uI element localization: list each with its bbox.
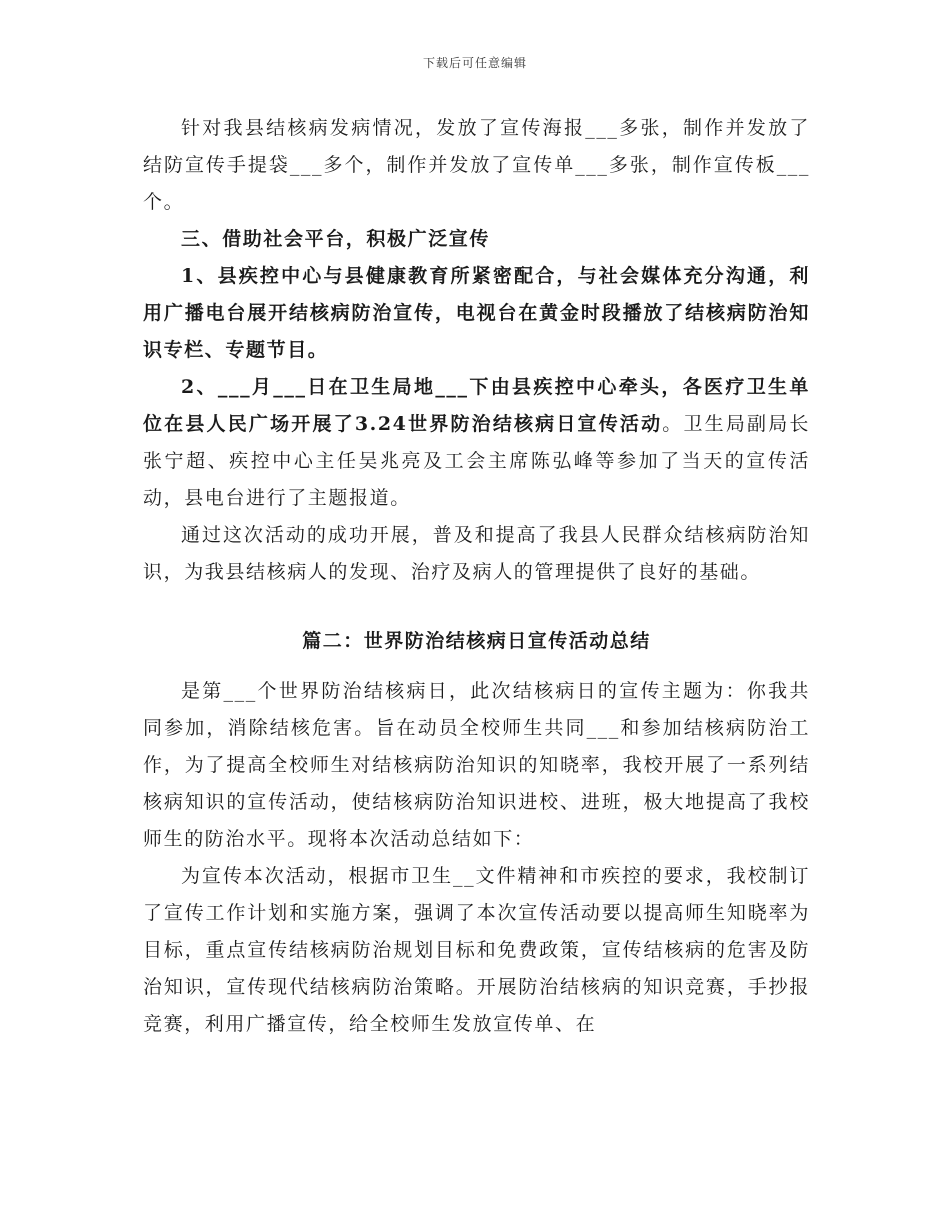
paragraph-item-2-rest: 。卫生局副局长张宁超、疾控中心主任吴兆亮及工会主席陈弘峰等参加了当天的宣传活动，县电台进行了主题报道。 (143, 413, 810, 509)
section-heading-3: 三、借助社会平台，积极广泛宣传 (181, 228, 491, 250)
paragraph-item-2 (143, 369, 810, 517)
article-title-2: 篇二：世界防治结核病日宣传活动总结 (302, 630, 651, 652)
document-body (143, 110, 810, 1043)
paragraph-posters: 针对我县结核病发病情况，发放了宣传海报___多张，制作并发放了结防宣传手提袋___多个，制作并发放了宣传单___多张，制作宣传板___个。 (143, 117, 810, 213)
paragraph-item-2-bold: 2、___月___日在卫生局地___下由县疾控中心牵头，各医疗卫生单位在县人民广场开展了3.24世界防治结核病日宣传活动 (143, 376, 810, 435)
paragraph-intro: 是第___个世界防治结核病日，此次结核病日的宣传主题为：你我共同参加，消除结核危害。旨在动员全校师生共同___和参加结核病防治工作，为了提高全校师生对结核病防治知识的知晓率，我校开展了一系列结核病知识的宣传活动，使结核病防治知识进校、进班，极大地提高了我校师生的防治水平。现将本次活动总结如下： (143, 680, 810, 850)
paragraph-item-1: 1、县疾控中心与县健康教育所紧密配合，与社会媒体充分沟通，利用广播电台展开结核病防治宣传，电视台在黄金时段播放了结核病防治知识专栏、专题节目。 (143, 265, 810, 361)
paragraph-plan: 为宣传本次活动，根据市卫生__文件精神和市疾控的要求，我校制订了宣传工作计划和实施方案，强调了本次宣传活动要以提高师生知晓率为目标，重点宣传结核病防治规划目标和免费政策，宣传结核病的危害及防治知识，宣传现代结核病防治策略。开展防治结核病的知识竞赛，手抄报竞赛，利用广播宣传，给全校师生发放宣传单、在 (143, 865, 810, 1035)
paragraph-summary: 通过这次活动的成功开展，普及和提高了我县人民群众结核病防治知识，为我县结核病人的发现、治疗及病人的管理提供了良好的基础。 (143, 524, 810, 583)
header-note: 下载后可任意编辑 (422, 56, 527, 70)
